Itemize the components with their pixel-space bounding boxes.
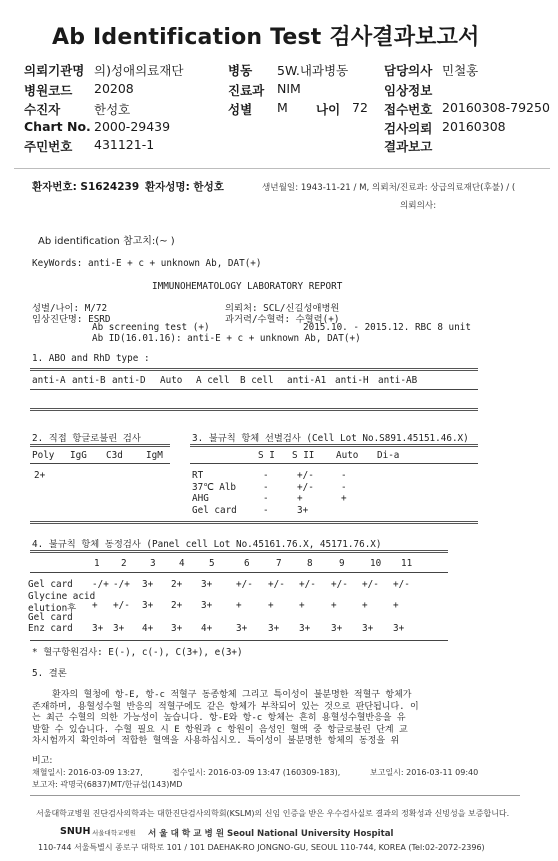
panel-cell: 3+ <box>201 579 213 590</box>
screen-row-label: AHG <box>192 493 209 504</box>
panel-cell: + <box>236 600 242 611</box>
panel-row-label: Gel card <box>28 612 73 623</box>
dat-header-cell: C3d <box>106 450 123 461</box>
abo-header-cell: B cell <box>240 375 274 386</box>
divider <box>30 368 478 371</box>
abo-header-cell: anti-H <box>335 375 369 386</box>
requester: 의뢰의사: <box>400 201 437 211</box>
request-date-value: 20160308 <box>442 119 506 134</box>
panel-row-label: Glycine acid <box>28 591 96 602</box>
transfusion: 과거력/수혈력: 수혈력(+) <box>225 314 340 325</box>
dat-value-cell: 2+ <box>34 470 46 481</box>
panel-cell: 3+ <box>236 623 248 634</box>
panel-header-cell: 1 <box>94 558 100 569</box>
hospital-code-label: 병원코드 <box>24 83 73 98</box>
divider <box>30 444 170 447</box>
institution-value: 의)성애의료재단 <box>94 63 184 78</box>
screen-row-label: Gel card <box>192 504 237 516</box>
patient-no: 환자번호: S1624239 <box>32 181 140 193</box>
panel-cell: + <box>299 600 305 611</box>
keywords: KeyWords: anti-E + c + unknown Ab, DAT(+) <box>32 258 262 269</box>
collected-time: 채혈일시: 2016-03-09 13:27, <box>32 768 143 777</box>
history-1: Ab screening test (+) <box>92 322 210 333</box>
screen-cell: - <box>263 481 269 493</box>
screen-cell: + <box>341 493 347 504</box>
doctor-label: 담당의사 <box>384 63 433 78</box>
accession-value: 20160308-79250 <box>442 100 550 115</box>
panel-cell: 3+ <box>299 623 311 634</box>
dat-header-cell: IgG <box>70 450 87 461</box>
abo-header-cell: anti-A <box>32 375 66 386</box>
panel-cell: 3+ <box>142 600 154 611</box>
divider <box>190 444 478 447</box>
antigen-result: * 혈구항원검사: E(-), c(-), C(3+), e(3+) <box>32 647 243 658</box>
divider <box>30 463 170 464</box>
screen-cell: - <box>263 493 269 504</box>
screen-cell: - <box>263 470 269 481</box>
panel-header-cell: 6 <box>244 558 250 569</box>
abo-header-cell: anti-A1 <box>287 375 327 386</box>
report-title: Ab Identification Test 검사결과보고서 <box>52 25 480 50</box>
dept-value: 5W.내과병동 <box>277 63 349 78</box>
panel-cell: +/- <box>331 579 348 590</box>
conclusion-line: 는 최근 수혈의 의한 가능성이 높습니다. 항-E와 항-c 항체는 흔히 용혈성수혈반응을 유 <box>32 713 406 723</box>
conclusion-line: 차시험까지 확인하여 적합한 혈액을 사용하십시오. 특이성이 불분명한 항체의 동정을 위 <box>32 736 400 746</box>
conclusion-line: 환자의 혈청에 항-E, 항-c 적혈구 동종항체 그리고 특이성이 불분명한 적혈구 항체가 <box>52 690 412 700</box>
panel-header-cell: 9 <box>339 558 345 569</box>
divider <box>30 572 448 573</box>
panel-cell: +/- <box>268 579 285 590</box>
panel-cell: 2+ <box>171 600 183 611</box>
panel-cell: + <box>268 600 274 611</box>
certification-note: 서울대학교병원 진단검사의학과는 대한진단검사의학회(KSLM)의 신임 인증을 받은 우수검사실로 결과의 정확성과 신빙성을 보증합니다. <box>36 809 510 818</box>
sex-label: 성별 <box>228 102 253 117</box>
panel-row-label: Enz card <box>28 623 73 634</box>
doctor-value: 민철홍 <box>442 63 479 78</box>
divider <box>30 550 448 553</box>
accession-label: 접수번호 <box>384 102 433 117</box>
panel-header-cell: 7 <box>276 558 282 569</box>
screen-header-cell: S II <box>292 450 315 461</box>
snuh-logo: SNUH <box>60 826 91 837</box>
section-2-title: 2. 직접 항글로불린 검사 <box>32 433 141 444</box>
remarks-label: 비고: <box>32 756 53 766</box>
panel-header-cell: 5 <box>209 558 215 569</box>
abo-header-cell: A cell <box>196 375 230 386</box>
dat-header-cell: IgM <box>146 450 163 461</box>
divider <box>30 640 448 641</box>
screen-row-label: 37℃ Alb <box>192 481 237 493</box>
panel-header-cell: 4 <box>179 558 185 569</box>
hospital-address: 110-744 서울특별시 종로구 대학로 101 / 101 DAEHAK-RO JONGNO-GU, SEOUL 110-744, KOREA (Tel:02-2072-2396) <box>38 843 485 852</box>
report-heading: IMMUNOHEMATOLOGY LABORATORY REPORT <box>152 281 343 292</box>
age-label: 나이 <box>316 102 341 117</box>
panel-cell: 3+ <box>362 623 374 634</box>
screen-cell: + <box>297 493 303 504</box>
dept-label: 병동 <box>228 63 253 78</box>
abo-header-cell: Auto <box>160 375 183 386</box>
sheet-top-border <box>14 168 550 169</box>
screen-row-label: RT <box>192 470 204 481</box>
screen-cell: +/- <box>297 481 314 493</box>
resident-value: 431121-1 <box>94 137 155 152</box>
panel-cell: +/- <box>393 579 410 590</box>
screen-header-cell: S I <box>258 450 275 461</box>
panel-cell: +/- <box>236 579 253 590</box>
divider <box>30 408 478 411</box>
history-2: Ab ID(16.01.16): anti-E + c + unknown Ab, DAT(+) <box>92 333 361 344</box>
clinical-info-label: 임상정보 <box>384 83 433 98</box>
panel-cell: 4+ <box>201 623 213 634</box>
panel-cell: -/+ <box>92 579 109 590</box>
divider <box>30 795 520 796</box>
divider <box>30 521 478 524</box>
clinic-value: NIM <box>277 81 301 96</box>
panel-cell: 3+ <box>201 600 213 611</box>
institution-label: 의뢰기관명 <box>24 63 85 78</box>
divider <box>30 389 478 390</box>
screen-cell: - <box>341 470 347 481</box>
abo-header-cell: anti-D <box>112 375 146 386</box>
panel-header-cell: 10 <box>370 558 382 569</box>
panel-cell: +/- <box>113 600 130 611</box>
receiver-value: 한성호 <box>94 102 131 117</box>
reporter: 보고자: 곽명국(6837)MT/한규섭(143)MD <box>32 780 183 789</box>
panel-cell: 3+ <box>171 623 183 634</box>
abo-header-cell: anti-AB <box>378 375 418 386</box>
request-date-label: 검사의뢰 <box>384 121 433 136</box>
patient-name: 환자성명: 한성호 <box>145 181 224 193</box>
panel-cell: + <box>393 600 399 611</box>
panel-header-cell: 8 <box>307 558 313 569</box>
section-3-title: 3. 불규칙 항체 선별검사 (Cell Lot No.S891.45151.46.X) <box>192 433 469 444</box>
result-label: 결과보고 <box>384 139 433 154</box>
hospital-name: 서 울 대 학 교 병 원 Seoul National University Hospital <box>148 829 394 839</box>
panel-cell: + <box>331 600 337 611</box>
panel-cell: + <box>362 600 368 611</box>
divider <box>190 463 478 464</box>
receiver-label: 수진자 <box>24 102 61 117</box>
snuh-logo-org: 서울대학교병원 <box>92 829 136 837</box>
resident-label: 주민번호 <box>24 139 73 154</box>
age-value: 72 <box>352 100 368 115</box>
panel-cell: -/+ <box>113 579 130 590</box>
panel-cell: 3+ <box>113 623 125 634</box>
chart-label: Chart No. <box>24 119 91 134</box>
screen-header-cell: Auto <box>336 450 359 461</box>
ab-reference: Ab identification 참고치:(~ ) <box>38 236 175 247</box>
screen-cell: +/- <box>297 470 314 481</box>
hospital-code-value: 20208 <box>94 81 134 96</box>
panel-row-label: elution후 <box>28 603 77 614</box>
panel-cell: 3+ <box>393 623 405 634</box>
panel-cell: 3+ <box>142 579 154 590</box>
panel-cell: 3+ <box>331 623 343 634</box>
screen-cell: 3+ <box>297 504 309 516</box>
conclusion-line: 존재하며, 용혈성수혈 반응의 적혈구에도 같은 항체가 부착되어 있는 것으로 판단됩니다. 이 <box>32 701 419 712</box>
conclusion-line: 발할 수 있습니다. 수혈 필요 시 E 항원과 c 항원이 음성인 혈액 중 항글로불린 단계 교 <box>32 724 408 735</box>
diagnosis: 임상진단명: ESRD <box>32 314 111 325</box>
referrer: 의뢰처: SCL/신길성애병원 <box>225 303 340 314</box>
section-1-title: 1. ABO and RhD type : <box>32 353 150 364</box>
panel-header-cell: 2 <box>121 558 127 569</box>
sex-age: 성별/나이: M/72 <box>32 303 108 314</box>
panel-cell: + <box>92 600 98 611</box>
history-1-date: 2015.10. - 2015.12. RBC 8 unit <box>303 322 471 333</box>
section-4-title: 4. 불규칙 항체 동정검사 (Panel cell Lot No.45161.76.X, 45171.76.X) <box>32 539 382 550</box>
panel-cell: 3+ <box>268 623 280 634</box>
screen-cell: - <box>263 504 269 516</box>
sex-value: M <box>277 100 288 115</box>
abo-header-cell: anti-B <box>72 375 106 386</box>
patient-extra: 생년월일: 1943-11-21 / M, 의뢰처/진료과: 상급의료재단(후불) / ( <box>262 183 516 193</box>
panel-header-cell: 11 <box>401 558 413 569</box>
screen-header-cell: Di-a <box>377 450 400 461</box>
panel-cell: 3+ <box>92 623 104 634</box>
section-5-title: 5. 결론 <box>32 668 67 679</box>
received-time: 접수일시: 2016-03-09 13:47 (160309-183), <box>172 768 341 777</box>
panel-cell: +/- <box>299 579 316 590</box>
panel-cell: 2+ <box>171 579 183 590</box>
panel-row-label: Gel card <box>28 579 73 590</box>
screen-cell: - <box>341 481 347 493</box>
panel-cell: 4+ <box>142 623 154 634</box>
chart-value: 2000-29439 <box>94 119 171 134</box>
clinic-label: 진료과 <box>228 83 265 98</box>
dat-header-cell: Poly <box>32 450 55 461</box>
reported-time: 보고일시: 2016-03-11 09:40 <box>370 768 479 777</box>
panel-header-cell: 3 <box>150 558 156 569</box>
panel-cell: +/- <box>362 579 379 590</box>
